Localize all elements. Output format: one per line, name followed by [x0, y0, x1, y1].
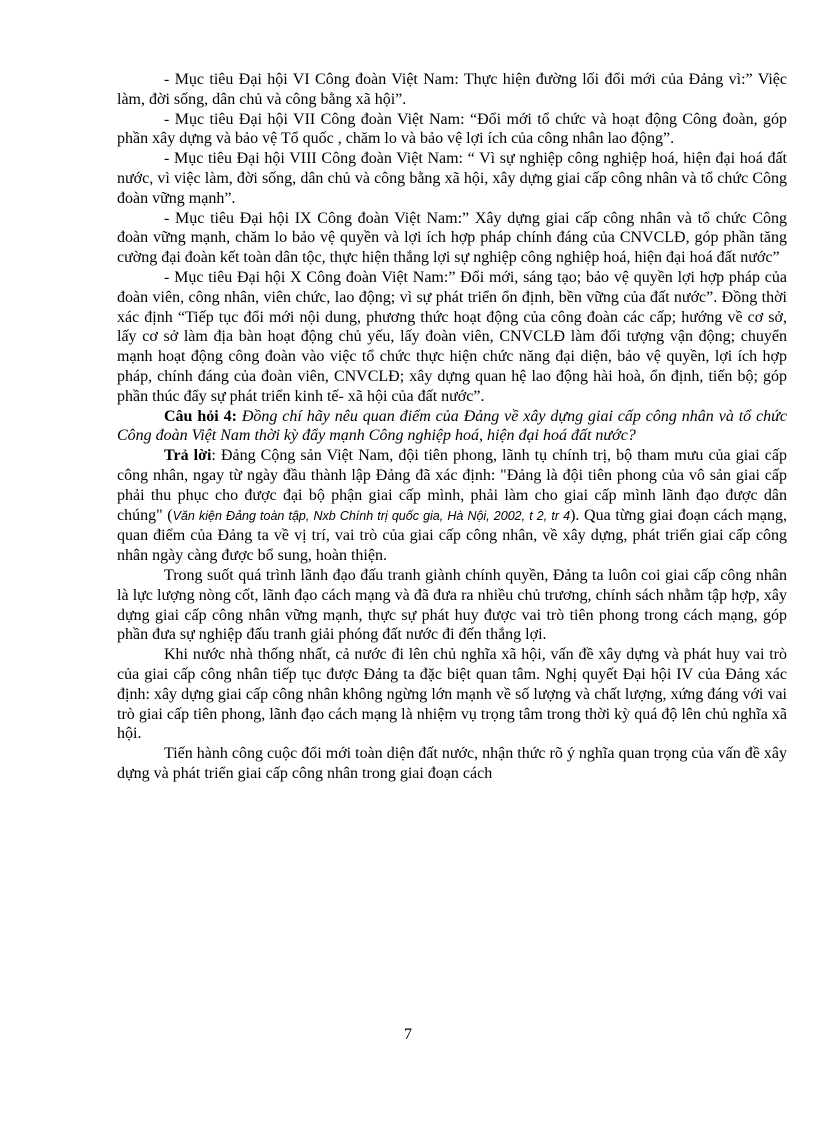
goal-paragraph-7: - Mục tiêu Đại hội VII Công đoàn Việt Nam: “Đổi mới tổ chức và hoạt động Công đoàn, góp phần xây dựng và bảo vệ Tổ quốc , chăm lo và bảo vệ lợi ích của công nhân lao động”. — [117, 110, 787, 148]
question-text: Đồng chí hãy nêu quan điểm của Đảng về xây dựng giai cấp công nhân và tổ chức Công đoàn Việt Nam thời kỳ đẩy mạnh Công nghiệp hoá, hiện đại hoá đất nước? — [117, 407, 788, 445]
goal-paragraph-6: - Mục tiêu Đại hội VI Công đoàn Việt Nam: Thực hiện đường lối đổi mới của Đảng vì:” Việc làm, đời sống, dân chủ và công bằng xã hội”. — [117, 71, 787, 108]
answer-label: Trả lời — [164, 447, 212, 465]
document-page — [117, 70, 787, 784]
body-paragraph-2: Khi nước nhà thống nhất, cả nước đi lên chủ nghĩa xã hội, vấn đề xây dựng và phát huy vai trò của giai cấp công nhân tiếp tục được Đảng ta đặc biệt quan tâm. Nghị quyết Đại hội IV của Đảng xác định: xây dựng giai cấp công nhân không ngừng lớn mạnh về số lượng và chất lượng, xứng đáng với vai trò giai cấp tiên phong, lãnh đạo cách mạng là nhiệm vụ trọng tâm trong thời kỳ quá độ lên chủ nghĩa xã hội. — [117, 646, 787, 743]
goal-paragraph-8: - Mục tiêu Đại hội VIII Công đoàn Việt Nam: “ Vì sự nghiệp công nghiệp hoá, hiện đại hoá đất nước, vì việc làm, đời sống, dân chủ và công bằng xã hội, xây dựng giai cấp công nhân và tổ chức Công đoàn vững mạnh”. — [117, 150, 787, 207]
body-paragraph-3: Tiến hành công cuộc đổi mới toàn diện đất nước, nhận thức rõ ý nghĩa quan trọng của vấn đề xây dựng và phát triển giai cấp công nhân trong giai đoạn cách — [117, 745, 787, 782]
answer-paragraph — [117, 446, 787, 566]
page-number: 7 — [404, 1026, 412, 1043]
answer-text-before-citation: : Đảng Cộng sản Việt Nam, đội tiên phong, lãnh tụ chính trị, bộ tham mưu của giai cấp công nhân, ngay từ ngày đầu thành lập Đảng đã xác định: "Đảng là đội tiên phong của vô sản giai cấp phải thu phục cho được đại bộ phận giai cấp mình, phải làm cho giai cấp mình lãnh đạo được dân chúng" ( — [117, 447, 788, 524]
goal-paragraph-9: - Mục tiêu Đại hội IX Công đoàn Việt Nam:” Xây dựng giai cấp công nhân và tổ chức Công đoàn vững mạnh, chăm lo bảo vệ quyền và lợi ích hợp pháp chính đáng của CNVCLĐ, góp phần tăng cường đại đoàn kết toàn dân tộc, thực hiện thắng lợi sự nghiệp công nghiệp hoá, hiện đại hoá đất nước” — [117, 209, 787, 267]
question-paragraph — [117, 407, 787, 447]
answer-text-after-citation: ). Qua từng giai đoạn cách mạng, quan điểm của Đảng ta về vị trí, vai trò của giai cấp công nhân, về xây dựng, phát triển giai cấp công nhân ngày càng được bổ sung, hoàn thiện. — [117, 506, 788, 565]
goal-paragraph-10: - Mục tiêu Đại hội X Công đoàn Việt Nam:” Đổi mới, sáng tạo; bảo vệ quyền lợi hợp pháp của đoàn viên, công nhân, viên chức, lao động; vì sự phát triển ổn định, bền vững của đất nước”. Đồng thời xác định “Tiếp tục đổi mới nội dung, phương thức hoạt động của công đoàn các cấp; hướng về cơ sở, lấy cơ sở làm địa bàn hoạt động chủ yếu, lấy đoàn viên, CNVCLĐ làm đối tượng vận động; chuyển mạnh hoạt động công đoàn vào việc tổ chức thực hiện chức năng đại diện, bảo vệ quyền, lợi ích hợp pháp, chính đáng của đoàn viên, CNVCLĐ; xây dựng quan hệ lao động hài hoà, ổn định, tiến bộ; góp phần thúc đẩy sự phát triển kinh tế- xã hội của đất nước”. — [117, 268, 787, 405]
body-paragraph-1: Trong suốt quá trình lãnh đạo đấu tranh giành chính quyền, Đảng ta luôn coi giai cấp công nhân là lực lượng nòng cốt, lãnh đạo cách mạng và đã đưa ra nhiều chủ trương, chính sách nhằm tập hợp, xây dựng giai cấp công nhân vững mạnh, thực sự phát huy được vai trò tiên phong trong cách mạng, góp phần đưa sự nghiệp đấu tranh giải phóng đất nước đi đến thắng lợi. — [117, 566, 787, 644]
citation: Văn kiện Đảng toàn tập, Nxb Chính trị quốc gia, Hà Nội, 2002, t 2, tr 4 — [172, 508, 571, 523]
question-label: Câu hỏi 4: — [164, 407, 237, 425]
